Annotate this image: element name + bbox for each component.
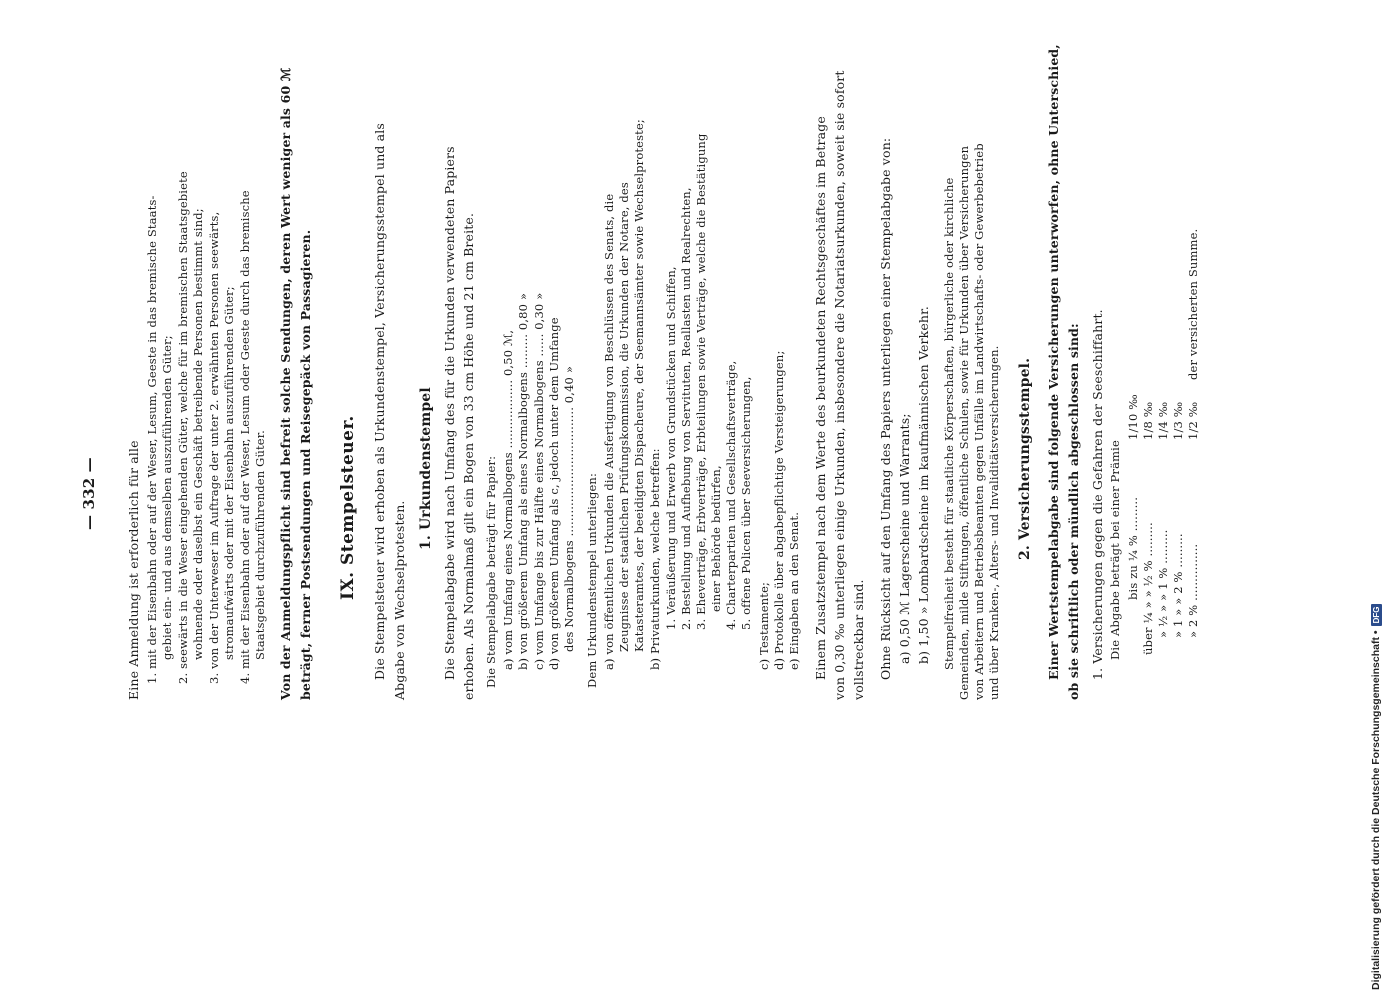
- rate-value: 1/2 ‰: [1186, 401, 1200, 440]
- urkunden-item: e) Eingaben an den Senat.: [787, 512, 801, 670]
- paper-item: a) vom Umfang eines Normalbogens .................. 0,50 ℳ,: [501, 329, 515, 670]
- paper-intro: Die Stempelabgabe beträgt für Papier:: [484, 455, 498, 688]
- sub2-para: Einer Wertstempelabgabe sind folgende Versicherungen unterworfen, ohne Unterschied,: [1046, 44, 1061, 680]
- subsection-heading-2: 2. Versicherungsstempel.: [1017, 357, 1033, 560]
- urkunden-item: 5. offene Policen über Seeversicherungen,: [739, 376, 753, 630]
- sub1-para: erhoben. Als Normalmaß gilt ein Bogen von 33 cm Höhe und 21 cm Breite.: [461, 212, 476, 700]
- section-heading-ix: IX. Stempelsteuer.: [338, 415, 358, 600]
- paper-item: d) von größerem Umfang als c, jedoch unter dem Umfange: [547, 317, 561, 670]
- urkunden-item: einer Behörde bedürfen,: [709, 465, 723, 612]
- freiheit-para: und über Kranken-, Alters- und Invaliditätsversicherungen.: [987, 345, 1001, 700]
- urkunden-item: 3. Eheverträge, Erbverträge, Erbteilungen sowie Verträge, welche die Bestätigung: [694, 133, 708, 630]
- digitization-credit: [1366, 10, 1383, 990]
- urkunden-item: d) Protokolle über abgabepflichtige Versteigerungen;: [772, 350, 786, 670]
- rate-label: » 1 » » 2 % .........: [1171, 533, 1185, 638]
- ix-para: Die Stempelsteuer wird erhoben als Urkundenstempel, Versicherungsstempel und als: [372, 123, 387, 680]
- ix-para: Abgabe von Wechselprotesten.: [392, 500, 407, 700]
- freiheit-para: Stempelfreiheit besteht für staatliche Körperschaften, bürgerliche oder kirchliche: [942, 177, 956, 670]
- intro-item: gebiet ein- und aus demselben auszuführenden Güter;: [160, 335, 174, 660]
- freiheit-para: Gemeinden, milde Stiftungen, öffentliche Schulen, sowie für Urkunden über Versicherungen: [957, 145, 971, 700]
- freiheit-para: von Arbeitern und Betriebsbeamten gegen Unfälle im Landwirtschafts- oder Gewerbebetrieb: [972, 143, 986, 700]
- rate-value: 1/3 ‰: [1171, 401, 1185, 440]
- intro-line: Eine Anmeldung ist erforderlich für alle: [126, 440, 141, 700]
- zusatz-para: vollstreckbar sind.: [851, 579, 866, 700]
- credit-text: Digitalisierung gefördert durch die Deutsche Forschungsgemeinschaft •: [1370, 630, 1382, 990]
- rate-value: 1/4 ‰: [1156, 401, 1170, 440]
- urkunden-item: b) Privaturkunden, welche betreffen:: [648, 448, 662, 670]
- urkunden-item: 2. Bestellung und Aufhebung von Servituten, Reallasten und Realrechten,: [679, 187, 693, 630]
- intro-item: 1. mit der Eisenbahn oder auf der Weser, Lesum, Geeste in das bremische Staats-: [145, 195, 159, 684]
- exemption-para: Von der Anmeldungspflicht sind befreit solche Sendungen, deren Wert weniger als 60 ℳ: [278, 67, 293, 700]
- rate-label: bis zu ¼ % .........: [1126, 496, 1140, 600]
- rate-label: » ½ » » 1 % .........: [1156, 529, 1170, 638]
- intro-item: Staatsgebiet durchzuführenden Güter.: [253, 430, 267, 660]
- urkunden-intro: Dem Urkundenstempel unterliegen:: [585, 472, 599, 688]
- urkunden-item: Zeugnisse der staatlichen Prüfungskommission, die Urkunden der Notare, des: [617, 182, 631, 652]
- rate-label: » 2 % ...............: [1186, 543, 1200, 638]
- paper-item: b) von größerem Umfang als eines Normalbogens ......... 0,80 »: [516, 292, 530, 670]
- intro-item: wohnende oder daselbst ein Geschäft betreibende Personen bestimmt sind;: [191, 208, 205, 660]
- rate-label: über ¼ » » ½ % .........: [1141, 522, 1155, 655]
- ohne-item: b) 1,50 » Lombardscheine im kaufmännischen Verkehr.: [916, 306, 931, 664]
- page-number: — 332 —: [80, 457, 98, 530]
- sub1-para: Die Stempelabgabe wird nach Umfang des für die Urkunden verwendeten Papiers: [442, 146, 457, 680]
- rates-suffix: der versicherten Summe.: [1186, 228, 1200, 380]
- urkunden-item: 4. Charterpartien und Gesellschaftsverträge,: [724, 360, 738, 630]
- ohne-para: Ohne Rücksicht auf den Umfang des Papiers unterliegen einer Stempelabgabe von:: [878, 137, 893, 680]
- urkunden-item: 1. Veräußerung und Erwerb von Grundstücken und Schiffen,: [664, 266, 678, 630]
- paper-item: des Normalbogens .................................. 0,40 »: [562, 365, 576, 652]
- urkunden-item: c) Testamente;: [757, 581, 771, 670]
- ohne-item: a) 0,50 ℳ Lagerscheine und Warrants;: [897, 413, 912, 664]
- sub2-para: ob sie schriftlich oder mündlich abgeschlossen sind:: [1066, 323, 1081, 700]
- subsection-heading-1: 1. Urkundenstempel: [418, 387, 434, 550]
- exemption-para: beträgt, ferner Postsendungen und Reisegepäck von Passagieren.: [298, 229, 313, 700]
- intro-item: stromaufwärts oder mit der Eisenbahn auszuführenden Güter;: [222, 286, 236, 660]
- intro-item: 3. von der Unterweser im Auftrage der unter 2. erwähnten Personen seewärts,: [207, 211, 221, 684]
- see-heading: 1. Versicherungen gegen die Gefahren der Seeschiffahrt.: [1090, 309, 1105, 680]
- zusatz-para: Einem Zusatzstempel nach dem Werte des beurkundeten Rechtsgeschäftes im Betrage: [813, 116, 828, 680]
- intro-item: 4. mit der Eisenbahn oder auf der Weser, Lesum oder Geeste durch das bremische: [238, 190, 252, 684]
- rate-value: 1/8 ‰: [1141, 401, 1155, 440]
- intro-item: 2. seewärts in die Weser eingehenden Güter, welche für im bremischen Staatsgebiete: [176, 171, 190, 684]
- rate-value: 1/10 ‰: [1126, 394, 1140, 440]
- see-intro: Die Abgabe beträgt bei einer Prämie: [1108, 440, 1122, 660]
- zusatz-para: von 0,30 ‰ unterliegen einige Urkunden, insbesondere die Notariatsurkunden, soweit sie sofort: [832, 70, 847, 700]
- urkunden-item: a) von öffentlichen Urkunden die Ausfertigung von Beschlüssen des Senats, die: [602, 193, 616, 670]
- dfg-logo: DFG: [1371, 604, 1382, 627]
- urkunden-item: Katasteramtes, der beeidigten Dispacheure, der Seemannsämter sowie Wechselproteste;: [632, 119, 646, 652]
- paper-item: c) vom Umfange bis zur Hälfte eines Normalbogens ...... 0,30 »: [532, 292, 546, 670]
